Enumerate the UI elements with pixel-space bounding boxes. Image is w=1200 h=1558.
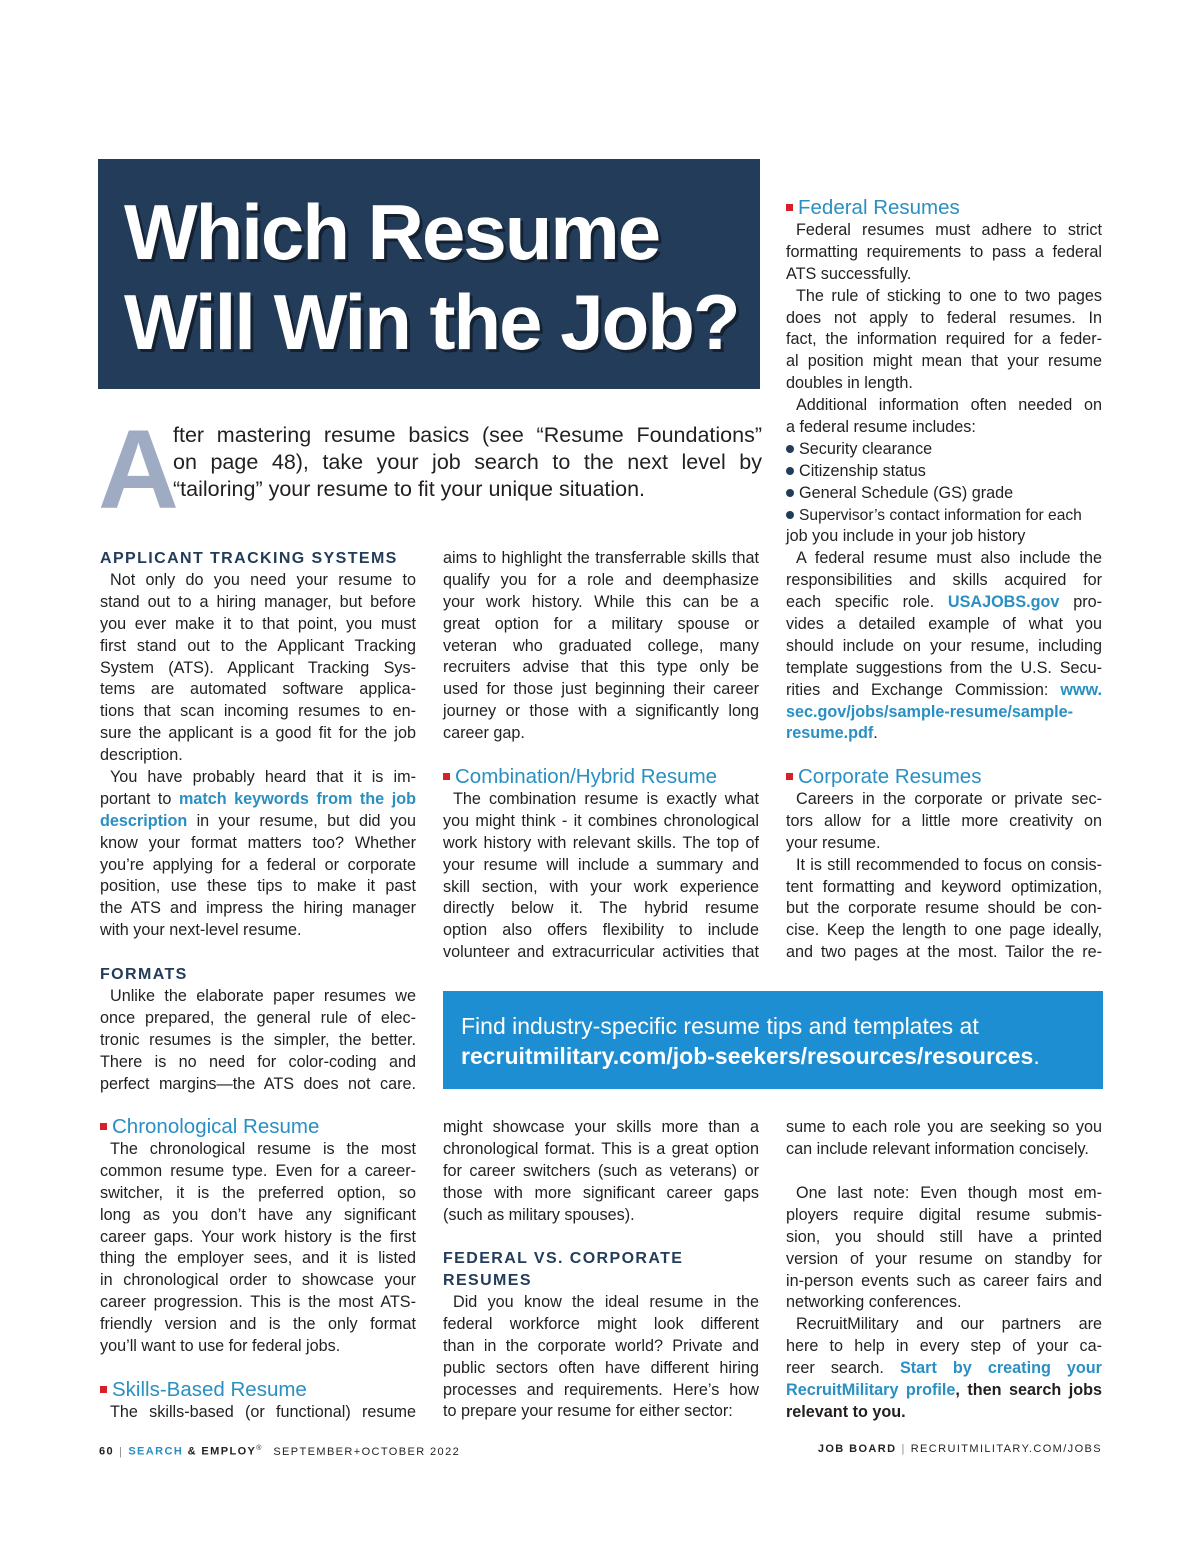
text-line: sume to each role you are seeking so you — [786, 1118, 1102, 1136]
text-span: rities and Exchange Commission: — [786, 680, 1061, 699]
text-line: description. — [100, 746, 183, 765]
bullet-dot-icon — [786, 467, 794, 475]
text-line: your resume. — [786, 833, 881, 852]
text-line: The combination resume is exactly what — [453, 790, 759, 808]
text-line: should include on your resume, including — [786, 636, 1102, 655]
text-line: Additional information often needed on — [796, 396, 1102, 415]
text-line: public sectors often have different hiring — [443, 1358, 759, 1377]
sec-sample-resume-link[interactable]: www. — [1060, 680, 1102, 699]
text-line: ATS successfully. — [786, 264, 912, 283]
text-line: formatting requirements to pass a federal — [786, 242, 1102, 261]
bullet-text: Security clearance — [799, 439, 933, 458]
section-heading-fed-vs-corp: FEDERAL VS. CORPORATE — [443, 1250, 684, 1267]
bullet-text: Citizenship status — [799, 461, 926, 480]
text-line — [786, 680, 1102, 702]
text-line: switcher, it is the preferred option, so — [100, 1183, 416, 1202]
registered-mark: ® — [256, 1445, 263, 1452]
square-bullet-icon — [786, 773, 793, 780]
text-line: to prepare your resume for either sector: — [443, 1402, 733, 1421]
text-line: directly below it. The hybrid resume — [443, 899, 759, 918]
text-line: here to help in every step of your ca- — [786, 1337, 1102, 1356]
bullet-text: General Schedule (GS) grade — [799, 483, 1014, 502]
sec-sample-resume-link[interactable]: sec.gov/jobs/sample-resume/sample- — [786, 702, 1073, 721]
text-line: You have probably heard that it is im- — [110, 768, 416, 787]
text-line: responsibilities and skills acquired for — [786, 571, 1102, 590]
ats-text — [100, 570, 416, 942]
text-line: thing the employer sees, and it is listed — [100, 1249, 416, 1268]
text-line: stand out to a hiring manager, but before — [100, 592, 416, 611]
section-label: JOB BOARD — [817, 1443, 897, 1455]
bullet-item — [786, 505, 1102, 527]
text-line: tent formatting and keyword optimization, — [786, 877, 1102, 896]
sec-sample-resume-link[interactable]: resume.pdf — [786, 724, 874, 743]
text-line: you’ll want to use for federal jobs. — [100, 1337, 341, 1356]
text-line: friendly version and is the only format — [100, 1315, 416, 1334]
text-line: A federal resume must also include the — [796, 549, 1102, 568]
create-profile-link[interactable]: RecruitMilitary profile — [786, 1381, 956, 1400]
text-line: than in the corporate world? Private and — [443, 1336, 759, 1355]
text-line: There is no need for color-coding and — [100, 1052, 416, 1071]
section-heading-ats: APPLICANT TRACKING SYSTEMS — [100, 550, 398, 567]
intro — [98, 407, 762, 532]
text-line: template suggestions from the U.S. Secu- — [786, 658, 1102, 677]
text-line: a federal resume includes: — [786, 418, 976, 437]
text-span: reer search. — [786, 1359, 900, 1378]
subheading-label: Federal Resumes — [798, 196, 960, 219]
square-bullet-icon — [100, 1123, 107, 1130]
text-line: once prepared, the general rule of elec- — [100, 1008, 416, 1027]
skills-text — [100, 1402, 416, 1424]
footer-url[interactable]: RECRUITMILITARY.COM/JOBS — [910, 1443, 1102, 1455]
text-line: long as you don’t have any significant — [100, 1205, 416, 1224]
text-line: RecruitMilitary and our partners are — [796, 1315, 1102, 1334]
drop-cap: A — [98, 407, 179, 532]
text-line: tions that scan incoming resumes to en- — [100, 702, 416, 721]
subheading-combination — [443, 765, 717, 789]
subheading-federal — [786, 196, 960, 220]
text-line: might showcase your skills more than a — [443, 1118, 759, 1136]
text-line: your resume will include a summary and — [443, 855, 759, 874]
text-line: The skills-based (or functional) resume — [110, 1403, 416, 1421]
bullet-item — [786, 439, 1102, 461]
text-line: tors allow for a little more creativity on — [786, 811, 1102, 830]
text-line: volunteer and extracurricular activities that — [443, 943, 759, 962]
text-line: in-person events such as career fairs and — [786, 1271, 1102, 1290]
fed-vs-corp-text — [443, 1292, 759, 1423]
bullet-dot-icon — [786, 511, 794, 519]
text-line — [786, 592, 1102, 614]
text-line: Careers in the corporate or private sec- — [796, 790, 1102, 808]
keywords-link[interactable]: description — [100, 811, 188, 830]
text-line: can include relevant information concisely. — [786, 1139, 1089, 1158]
text-line: you’re applying for a federal or corporate — [100, 855, 416, 874]
closing-text — [786, 1183, 1102, 1424]
text-span: . — [873, 724, 878, 743]
text-span: pro- — [1059, 593, 1102, 612]
text-line: federal workforce might look different — [443, 1314, 759, 1333]
footer-separator: | — [119, 1445, 124, 1458]
text-line: aims to highlight the transferrable skills that — [443, 549, 759, 567]
text-line: journey or those with a significantly long — [443, 702, 759, 721]
text-line: job you include in your job history — [786, 527, 1026, 546]
text-line: you ever make it to that point, you must — [100, 614, 416, 633]
federal-text — [786, 220, 1102, 745]
text-line: Did you know the ideal resume in the — [453, 1293, 759, 1311]
intro-line: fter mastering resume basics (see “Resume Foundations” — [173, 423, 762, 447]
bullet-dot-icon — [786, 445, 794, 453]
square-bullet-icon — [100, 1386, 107, 1393]
create-profile-link[interactable]: Start by creating your — [899, 1359, 1102, 1378]
text-line — [100, 789, 416, 811]
bullet-item — [786, 483, 1102, 505]
text-line: The rule of sticking to one to two pages — [796, 286, 1102, 305]
bullet-text: Supervisor’s contact information for each — [799, 506, 1082, 524]
text-line: veteran who graduated college, many — [443, 636, 759, 655]
text-line: al position might mean that your resume — [786, 352, 1102, 371]
text-line: recruiters advise that this type only be — [443, 658, 759, 677]
text-line: in chronological order to showcase your — [100, 1271, 416, 1290]
text-line: career progression. This is the most ATS- — [100, 1293, 416, 1312]
text-line: It is still recommended to focus on consis- — [796, 855, 1102, 874]
text-line: fact, the information required for a feder- — [786, 330, 1102, 349]
text-line: tronic resumes is the simpler, the better. — [100, 1030, 416, 1049]
corporate-text-cont — [786, 1117, 1102, 1161]
subheading-corporate — [786, 765, 981, 789]
text-line: perfect margins—the ATS does not care. — [100, 1074, 416, 1093]
combination-text — [443, 789, 759, 964]
banner-text: Find industry-specific resume tips and templates at — [461, 1013, 979, 1039]
text-line: vides a detailed example of what you — [786, 615, 1102, 634]
text-line: Federal resumes must adhere to strict — [796, 221, 1102, 239]
text-line: with your next-level resume. — [100, 921, 302, 940]
bullet-item — [786, 461, 1102, 483]
text-line: skill section, with your work experience — [443, 877, 759, 896]
text-line: career gaps. Your work history is the first — [100, 1227, 416, 1246]
title-box — [98, 159, 760, 389]
text-line: chronological format. This is a great option — [443, 1139, 759, 1158]
page-number: 60 — [99, 1445, 115, 1458]
text-line — [100, 811, 416, 833]
text-line — [786, 1358, 1102, 1380]
banner-text: . — [1033, 1043, 1040, 1069]
text-line: One last note: Even though most em- — [796, 1184, 1102, 1202]
text-line: networking conferences. — [786, 1293, 962, 1312]
text-line: relevant to you. — [786, 1402, 906, 1421]
magazine-brand: SEARCH — [128, 1445, 184, 1458]
combination-text-cont — [443, 1117, 759, 1226]
text-line: those with more significant career gaps — [443, 1183, 759, 1202]
resources-link[interactable]: recruitmilitary.com/job-seekers/resources/resources — [461, 1043, 1034, 1069]
text-line: sure the applicant is a good fit for the job — [100, 724, 416, 743]
text-line: version of your resume on standby for — [786, 1249, 1102, 1268]
footer-left — [99, 1441, 460, 1460]
text-span: , then search jobs — [955, 1381, 1103, 1400]
text-line: first stand out to the Applicant Tracking — [100, 636, 416, 655]
footer-right — [818, 1441, 1102, 1457]
text-line: work history with relevant skills. The top of — [443, 833, 759, 852]
text-line — [786, 702, 1102, 724]
text-line: cise. Keep the length to one page ideally, — [786, 921, 1102, 940]
text-line: but the corporate resume should be con- — [786, 899, 1102, 918]
text-line: System (ATS). Applicant Tracking Sys- — [100, 658, 416, 677]
text-line: used for those just beginning their career — [443, 680, 759, 699]
text-line — [786, 1380, 1102, 1402]
text-line: career gap. — [443, 724, 525, 743]
text-line: sion, you should still have a printed — [786, 1227, 1102, 1246]
text-span: portant to — [100, 789, 179, 808]
subheading-label: Skills-Based Resume — [112, 1378, 307, 1401]
page-title-line-2: Will Win the Job? — [124, 278, 739, 366]
text-line: doubles in length. — [786, 374, 913, 393]
keywords-link[interactable]: match keywords from the job — [178, 789, 416, 808]
subheading-chronological — [100, 1115, 319, 1139]
text-line: common resume type. Even for a career- — [100, 1161, 416, 1180]
text-line: Not only do you need your resume to — [110, 571, 416, 589]
text-line: and two pages at the most. Tailor the re- — [786, 943, 1102, 962]
text-line: qualify you for a role and deemphasize — [443, 570, 759, 589]
formats-text — [100, 986, 416, 1095]
text-line: the ATS and impress the hiring manager — [100, 899, 416, 918]
text-line: Unlike the elaborate paper resumes we — [110, 987, 416, 1005]
text-line: tems are automated software applica- — [100, 680, 416, 699]
magazine-brand: & EMPLOY — [183, 1445, 257, 1458]
text-line: processes and requirements. Here’s how — [443, 1380, 759, 1399]
text-line: for career switchers (such as veterans) or — [443, 1161, 759, 1180]
text-line: option also offers flexibility to include — [443, 921, 759, 940]
chronological-text — [100, 1139, 416, 1358]
text-line: great option for a military spouse or — [443, 614, 759, 633]
square-bullet-icon — [443, 773, 450, 780]
subheading-label: Chronological Resume — [112, 1115, 320, 1138]
section-heading-fed-vs-corp: RESUMES — [443, 1272, 532, 1289]
issue-date: SEPTEMBER+OCTOBER 2022 — [273, 1445, 461, 1458]
subheading-label: Combination/Hybrid Resume — [455, 765, 718, 788]
banner-link-line — [461, 1041, 1103, 1071]
subheading-skills — [100, 1378, 307, 1402]
section-heading-formats: FORMATS — [100, 966, 188, 983]
text-line: (such as military spouses). — [443, 1205, 635, 1224]
bullet-dot-icon — [786, 489, 794, 497]
text-line: position, use these tips to make it past — [100, 877, 416, 896]
text-line: know your format matters too? Whether — [100, 833, 416, 852]
text-line: your work history. While this can be a — [443, 592, 759, 611]
corporate-text — [786, 789, 1102, 964]
intro-line: on page 48), take your job search to the next level by — [173, 450, 762, 474]
page-title-line-1: Which Resume — [124, 188, 660, 276]
text-span: each specific role. — [786, 593, 948, 612]
footer-separator: | — [901, 1443, 906, 1455]
resources-banner[interactable] — [443, 991, 1103, 1089]
square-bullet-icon — [786, 204, 793, 211]
text-line: ployers require digital resume submis- — [786, 1205, 1102, 1224]
text-span: in your resume, but did you — [187, 811, 416, 830]
text-line: you might think - it combines chronological — [443, 811, 759, 830]
skills-text-cont — [443, 548, 759, 745]
text-line: does not apply to federal resumes. In — [786, 308, 1102, 327]
text-line: The chronological resume is the most — [110, 1140, 416, 1158]
intro-line: “tailoring” your resume to fit your unique situation. — [173, 477, 646, 501]
subheading-label: Corporate Resumes — [798, 765, 982, 788]
text-line — [786, 723, 1102, 745]
usajobs-link[interactable]: USAJOBS.gov — [947, 593, 1060, 612]
